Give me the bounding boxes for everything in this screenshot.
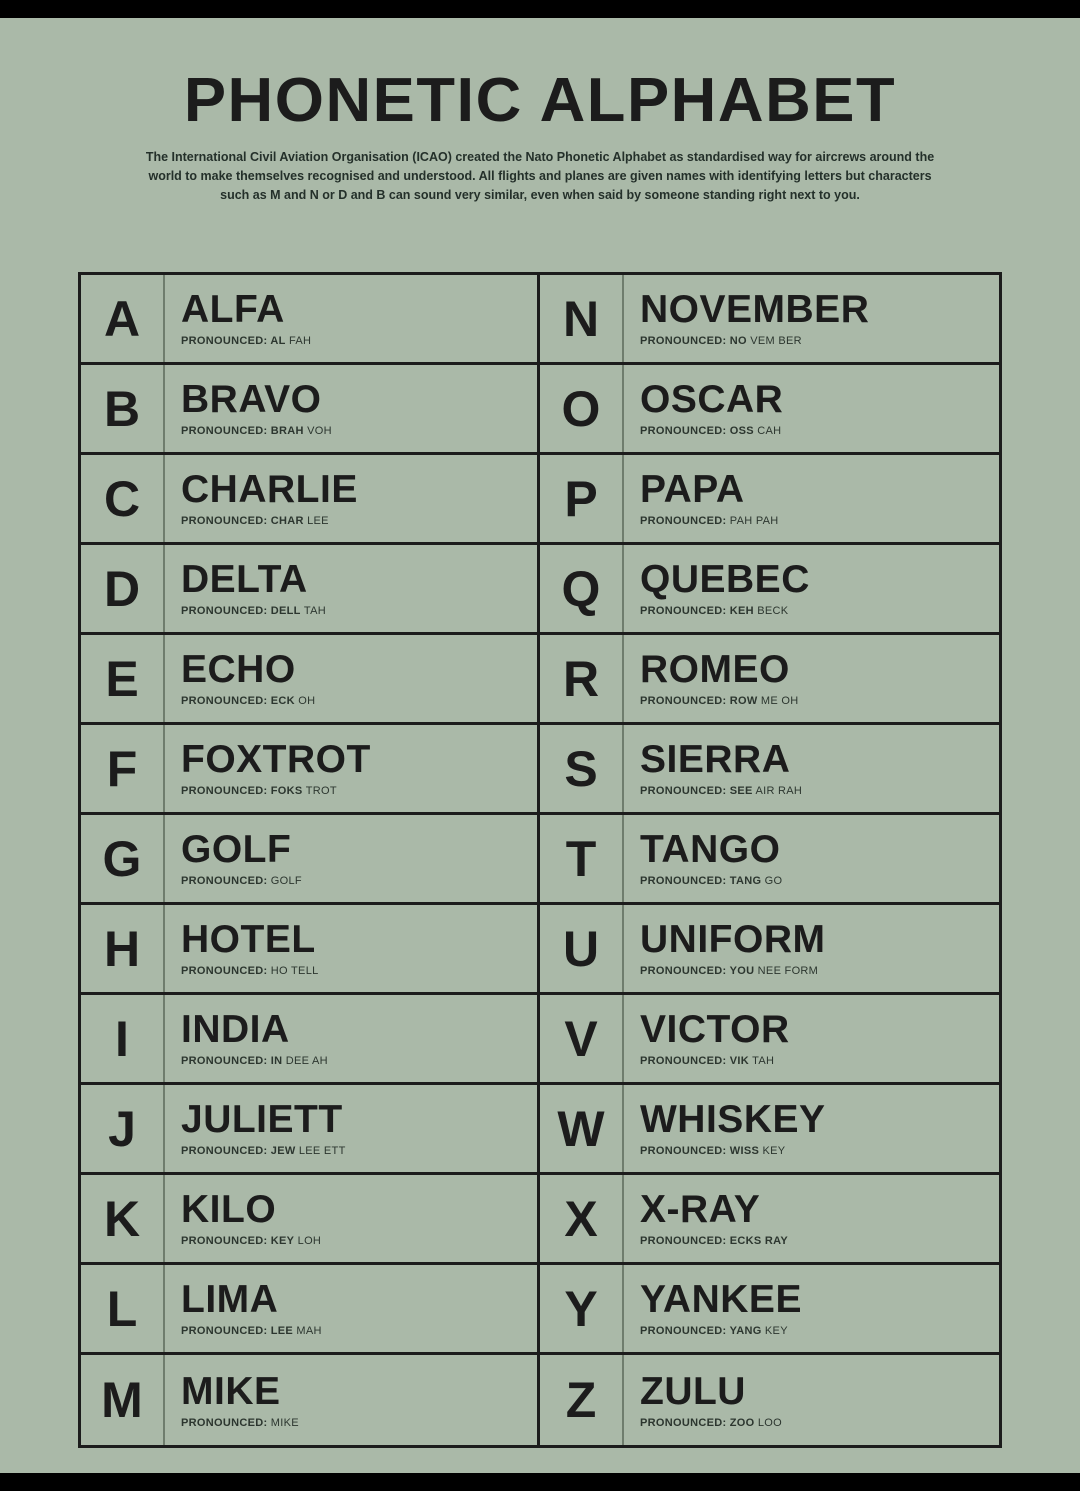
pronunciation-unstressed: GO [761,875,783,888]
alphabet-letter: L [81,1265,165,1352]
alphabet-letter: Y [540,1265,624,1352]
alphabet-row [540,1265,999,1355]
pronunciation [181,785,537,797]
codeword: TANGO [640,828,781,872]
alphabet-word-block [165,725,537,812]
screenshot-bottom-bar [0,1473,1080,1491]
pronunciation-stress: JEW [267,1145,296,1158]
codeword: ECHO [181,648,296,692]
codeword: KILO [181,1188,277,1232]
alphabet-row [81,725,540,815]
pronounced-label: PRONOUNCED: [181,695,268,708]
pronounced-label: PRONOUNCED: [181,1055,268,1068]
pronounced-label: PRONOUNCED: [181,1325,268,1338]
pronounced-label: PRONOUNCED: [640,1325,727,1338]
pronunciation-stress: KEY [267,1235,295,1248]
alphabet-word-block [165,815,537,902]
alphabet-word-block [624,1085,999,1172]
pronunciation-unstressed: KEY [759,1145,786,1158]
alphabet-letter: N [540,275,624,362]
alphabet-letter: M [81,1355,165,1445]
pronunciation-stress: IN [267,1055,283,1068]
alphabet-word-block [165,1355,537,1445]
alphabet-letter: Q [540,545,624,632]
alphabet-row [81,635,540,725]
alphabet-letter: Z [540,1355,624,1445]
codeword: GOLF [181,828,292,872]
pronounced-label: PRONOUNCED: [640,1055,727,1068]
alphabet-word-block [165,545,537,632]
alphabet-letter: B [81,365,165,452]
pronunciation [181,1325,537,1337]
codeword: OSCAR [640,378,784,422]
alphabet-word-block [624,455,999,542]
alphabet-letter: J [81,1085,165,1172]
alphabet-word-block [165,1085,537,1172]
pronunciation-stress: SEE [726,785,753,798]
pronounced-label: PRONOUNCED: [640,335,727,348]
pronounced-label: PRONOUNCED: [640,515,727,528]
alphabet-word-block [624,995,999,1082]
alphabet-word-block [165,1265,537,1352]
alphabet-letter: O [540,365,624,452]
codeword: SIERRA [640,738,791,782]
pronunciation-unstressed: MIKE [267,1416,299,1429]
pronunciation [181,875,537,887]
pronounced-label: PRONOUNCED: [640,425,727,438]
pronounced-label: PRONOUNCED: [640,785,727,798]
codeword: PAPA [640,468,745,512]
pronunciation-stress: TANG [726,875,762,888]
alphabet-word-block [624,725,999,812]
pronunciation-unstressed: CAH [753,425,782,438]
pronunciation-stress: DELL [267,605,301,618]
alphabet-letter: V [540,995,624,1082]
alphabet-word-block [165,455,537,542]
pronunciation [640,1145,999,1157]
alphabet-row [540,365,999,455]
pronounced-label: PRONOUNCED: [640,965,727,978]
alphabet-row [81,1085,540,1175]
alphabet-letter: S [540,725,624,812]
alphabet-letter: K [81,1175,165,1262]
pronunciation-stress: ECKS RAY [726,1235,789,1248]
pronunciation [181,1055,537,1067]
pronounced-label: PRONOUNCED: [181,605,268,618]
poster-description: The International Civil Aviation Organisation (ICAO) created the Nato Phonetic Alphabet as standardised way for aircrews around the world to make themselves recognised and understood. All flights and planes are given names with identifying letters but characters such as M and N or D and B can sound very similar, even when said by someone standing right next to you. [145,150,935,202]
pronounced-label: PRONOUNCED: [640,605,727,618]
pronunciation-stress: FOKS [267,785,303,798]
pronunciation-unstressed: PAH PAH [726,515,779,528]
alphabet-word-block [165,635,537,722]
alphabet-row [81,545,540,635]
pronunciation-unstressed: KEY [761,1325,788,1338]
alphabet-row [81,995,540,1085]
pronunciation [640,335,999,347]
alphabet-row [81,1355,540,1445]
alphabet-word-block [624,815,999,902]
alphabet-row [540,1175,999,1265]
pronunciation-unstressed: ME OH [757,695,799,708]
alphabet-letter: E [81,635,165,722]
alphabet-column-left [81,275,540,1445]
alphabet-row [540,455,999,545]
alphabet-letter: C [81,455,165,542]
pronunciation-unstressed: LEE ETT [295,1145,346,1158]
pronunciation [181,1417,537,1429]
alphabet-letter: P [540,455,624,542]
alphabet-letter: F [81,725,165,812]
pronunciation [640,1055,999,1067]
alphabet-row [540,275,999,365]
alphabet-row [81,275,540,365]
alphabet-row [81,1265,540,1355]
pronunciation-unstressed: OH [294,695,316,708]
pronounced-label: PRONOUNCED: [640,1145,727,1158]
codeword: LIMA [181,1278,279,1322]
pronounced-label: PRONOUNCED: [181,785,268,798]
pronounced-label: PRONOUNCED: [181,515,268,528]
codeword: NOVEMBER [640,288,870,332]
codeword: DELTA [181,558,308,602]
alphabet-row [540,815,999,905]
alphabet-letter: X [540,1175,624,1262]
codeword: INDIA [181,1008,290,1052]
codeword: FOXTROT [181,738,371,782]
pronunciation [181,695,537,707]
codeword: MIKE [181,1369,281,1413]
codeword: QUEBEC [640,558,810,602]
pronunciation-stress: KEH [726,605,754,618]
pronunciation-unstressed: AIR RAH [752,785,803,798]
pronunciation-unstressed: TAH [749,1055,775,1068]
alphabet-letter: I [81,995,165,1082]
pronunciation [640,425,999,437]
codeword: BRAVO [181,378,322,422]
pronunciation-stress: VIK [726,1055,750,1068]
alphabet-letter: A [81,275,165,362]
codeword: X-RAY [640,1188,761,1232]
alphabet-table [78,272,1002,1448]
alphabet-row [81,365,540,455]
alphabet-word-block [624,275,999,362]
pronunciation [640,1235,999,1247]
pronunciation-unstressed: LOH [294,1235,322,1248]
pronunciation-stress: LEE [267,1325,294,1338]
pronunciation-stress: AL [267,335,286,348]
alphabet-word-block [624,1355,999,1445]
screenshot-top-bar [0,0,1080,18]
alphabet-word-block [165,365,537,452]
alphabet-row [540,995,999,1085]
pronunciation [640,1325,999,1337]
alphabet-word-block [165,905,537,992]
alphabet-row [540,725,999,815]
alphabet-word-block [624,1175,999,1262]
alphabet-column-right [540,275,999,1445]
alphabet-letter: D [81,545,165,632]
pronounced-label: PRONOUNCED: [181,335,268,348]
pronunciation-stress: ROW [726,695,758,708]
alphabet-word-block [624,365,999,452]
alphabet-row [81,455,540,545]
pronunciation [640,515,999,527]
pronunciation [181,335,537,347]
pronunciation-unstressed: DEE AH [282,1055,328,1068]
alphabet-row [81,1175,540,1265]
pronunciation-unstressed: GOLF [267,875,302,888]
pronunciation [640,605,999,617]
alphabet-row [540,1085,999,1175]
alphabet-word-block [165,275,537,362]
pronunciation-unstressed: FAH [285,335,312,348]
pronounced-label: PRONOUNCED: [640,695,727,708]
alphabet-letter: W [540,1085,624,1172]
pronunciation [181,1145,537,1157]
page-title: PHONETIC ALPHABET [183,66,897,135]
pronunciation-unstressed: TROT [302,785,337,798]
pronunciation [181,605,537,617]
alphabet-word-block [165,1175,537,1262]
codeword: HOTEL [181,918,316,962]
pronunciation [181,515,537,527]
alphabet-word-block [165,995,537,1082]
alphabet-row [540,1355,999,1445]
pronunciation-stress: ECK [267,695,295,708]
alphabet-letter: U [540,905,624,992]
codeword: JULIETT [181,1098,343,1142]
alphabet-row [540,545,999,635]
pronunciation [640,785,999,797]
pronunciation [640,1417,999,1429]
pronunciation-unstressed: VEM BER [746,335,802,348]
pronounced-label: PRONOUNCED: [181,1416,268,1429]
pronunciation-unstressed: BECK [753,605,789,618]
pronunciation [640,875,999,887]
pronunciation-unstressed: HO TELL [267,965,319,978]
pronounced-label: PRONOUNCED: [640,1416,727,1429]
pronounced-label: PRONOUNCED: [640,1235,727,1248]
codeword: VICTOR [640,1008,790,1052]
alphabet-row [81,905,540,995]
codeword: YANKEE [640,1278,802,1322]
alphabet-letter: T [540,815,624,902]
pronunciation [181,965,537,977]
pronounced-label: PRONOUNCED: [181,875,268,888]
alphabet-letter: R [540,635,624,722]
phonetic-alphabet-poster [0,18,1080,1473]
alphabet-letter: G [81,815,165,902]
pronounced-label: PRONOUNCED: [181,1235,268,1248]
pronunciation [181,1235,537,1247]
alphabet-word-block [624,635,999,722]
pronunciation-unstressed: LEE [303,515,329,528]
pronounced-label: PRONOUNCED: [640,875,727,888]
pronunciation-stress: YANG [726,1325,762,1338]
pronunciation-unstressed: MAH [293,1325,322,1338]
pronunciation-unstressed: TAH [300,605,326,618]
codeword: CHARLIE [181,468,358,512]
pronunciation-stress: NO [726,335,747,348]
codeword: ZULU [640,1369,746,1413]
codeword: ALFA [181,288,285,332]
pronunciation-stress: YOU [726,965,755,978]
pronunciation-unstressed: VOH [303,425,332,438]
alphabet-letter: H [81,905,165,992]
codeword: UNIFORM [640,918,826,962]
alphabet-word-block [624,1265,999,1352]
alphabet-word-block [624,905,999,992]
pronunciation [640,965,999,977]
pronunciation-stress: WISS [726,1145,760,1158]
pronunciation-unstressed: LOO [754,1416,783,1429]
pronounced-label: PRONOUNCED: [181,1145,268,1158]
pronounced-label: PRONOUNCED: [181,965,268,978]
pronounced-label: PRONOUNCED: [181,425,268,438]
alphabet-row [540,635,999,725]
pronunciation-unstressed: NEE FORM [754,965,819,978]
alphabet-row [540,905,999,995]
pronunciation [640,695,999,707]
codeword: ROMEO [640,648,790,692]
codeword: WHISKEY [640,1098,826,1142]
pronunciation-stress: BRAH [267,425,304,438]
pronunciation-stress: CHAR [267,515,304,528]
pronunciation [181,425,537,437]
alphabet-row [81,815,540,905]
pronunciation-stress: OSS [726,425,754,438]
pronunciation-stress: ZOO [726,1416,755,1429]
alphabet-word-block [624,545,999,632]
